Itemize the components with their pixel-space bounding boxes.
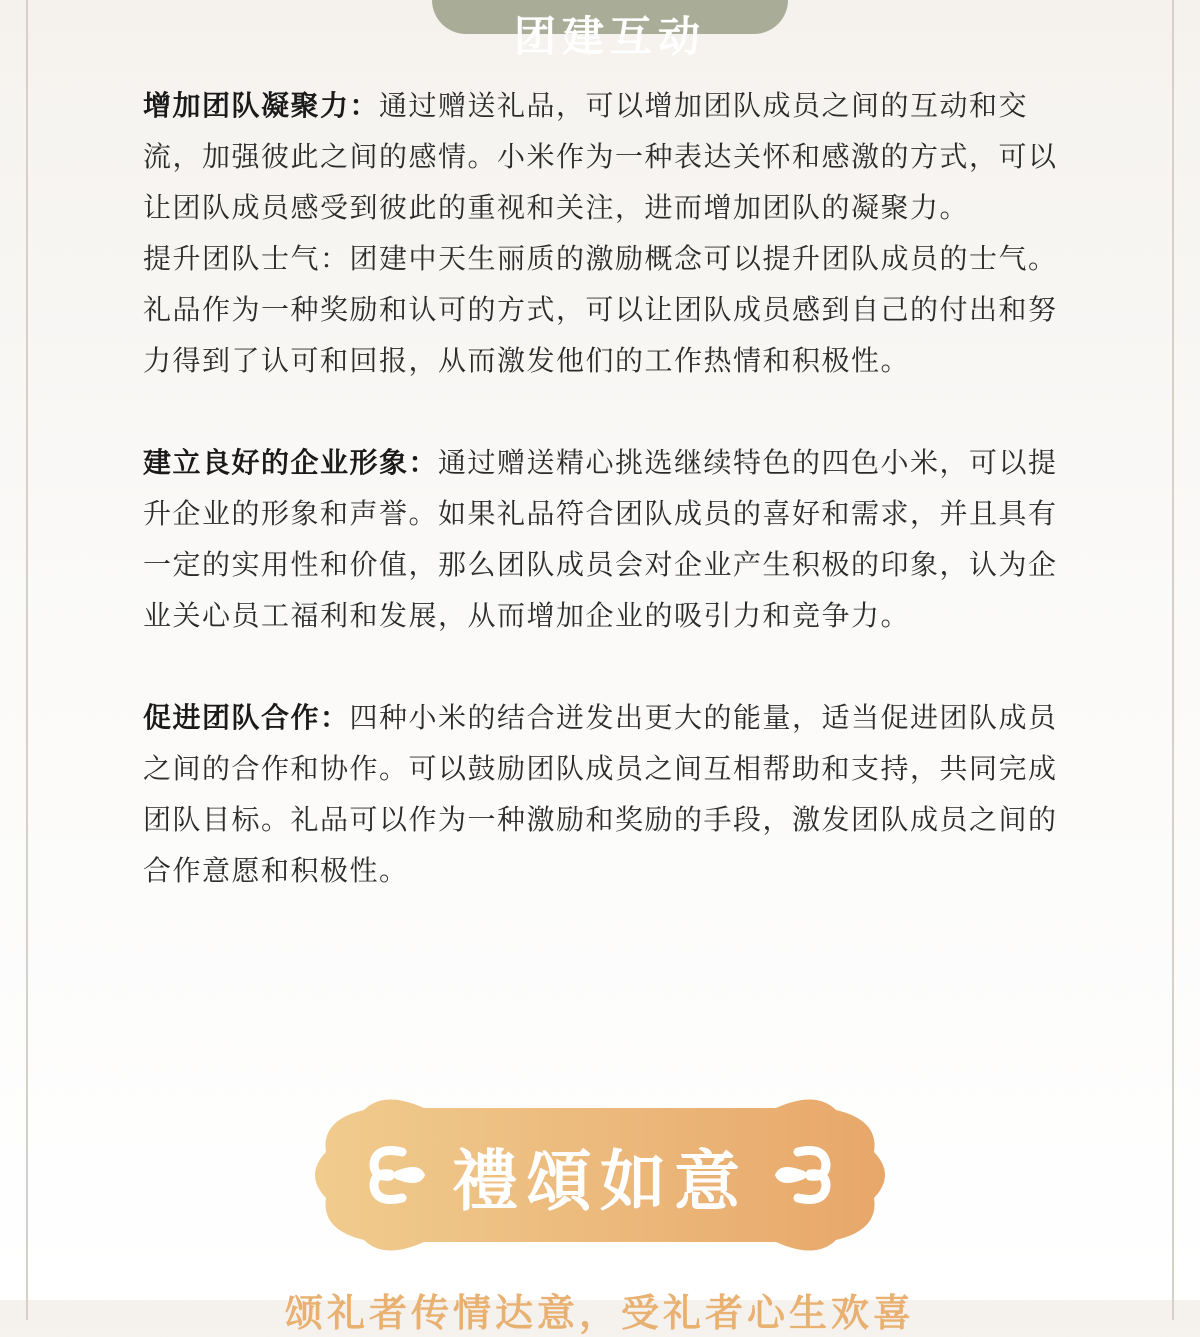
banner-title: 禮頌如意 <box>452 1142 748 1220</box>
paragraph-lead: 增加团队凝聚力： <box>143 89 380 122</box>
paragraph-lead: 建立良好的企业形象： <box>143 446 439 479</box>
paragraph-morale <box>143 233 1073 386</box>
paragraph-text: 提升团队士气：团建中天生丽质的激励概念可以提升团队成员的士气。礼品作为一种奖励和认可的方式，可以让团队成员感到自己的付出和努力得到了认可和回报，从而激发他们的工作热情和积极性。 <box>143 242 1058 377</box>
paragraph-image <box>143 437 1073 641</box>
brand-banner <box>304 1090 896 1260</box>
paragraph-text: 通过赠送精心挑选继续特色的四色小米，可以提升企业的形象和声誉。如果礼品符合团队成员的喜好和需求，并且具有一定的实用性和价值，那么团队成员会对企业产生积极的印象，认为企业关心员工福利和发展，从而增加企业的吸引力和竞争力。 <box>143 446 1058 632</box>
banner-tagline: 颂礼者传情达意，受礼者心生欢喜 <box>284 1291 915 1335</box>
paragraph-text: 四种小米的结合迸发出更大的能量，适当促进团队成员之间的合作和协作。可以鼓励团队成员之间互相帮助和支持，共同完成团队目标。礼品可以作为一种激励和奖励的手段，激发团队成员之间的合作意愿和积极性。 <box>143 701 1058 887</box>
paragraph-lead: 促进团队合作： <box>143 701 350 734</box>
paragraph-cooperation <box>143 692 1073 896</box>
section-title: 团建互动 <box>513 12 706 61</box>
section-header <box>432 0 788 61</box>
article-body <box>143 80 1073 896</box>
paragraph-cohesion <box>143 80 1073 233</box>
paragraph-text: 通过赠送礼品，可以增加团队成员之间的互动和交流，加强彼此之间的感情。小米作为一种表达关怀和感激的方式，可以让团队成员感受到彼此的重视和关注，进而增加团队的凝聚力。 <box>143 89 1058 224</box>
paragraph-spacer <box>143 641 1073 692</box>
paragraph-spacer <box>143 386 1073 437</box>
